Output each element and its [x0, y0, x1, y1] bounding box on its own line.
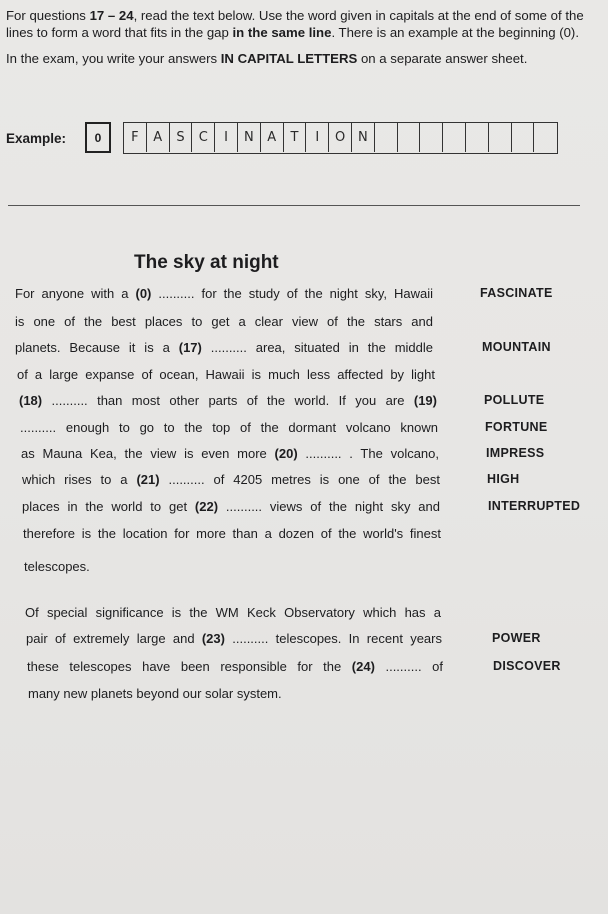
answer-cell: I: [215, 123, 238, 152]
keyword: MOUNTAIN: [482, 340, 551, 354]
answer-cell: [398, 123, 421, 152]
passage-line: places in the world to get (22) .......... views of the night sky and: [22, 499, 440, 514]
answer-grid: [123, 122, 558, 154]
answer-cell: [443, 123, 466, 152]
answer-cell: [420, 123, 443, 152]
answer-cell: F: [124, 123, 147, 152]
answer-cell: [375, 123, 398, 152]
answer-cell: O: [329, 123, 352, 152]
text-title: The sky at night: [134, 252, 279, 273]
instructions: [6, 8, 596, 78]
instruction-paragraph-1: For questions 17 – 24, read the text below. Use the word given in capitals at the end of some of the lines to form a word that fits in the gap in the same line. There is an example at the beginning (0).: [6, 8, 584, 40]
passage-line: many new planets beyond our solar system.: [28, 686, 282, 701]
answer-cell: I: [306, 123, 329, 152]
passage-line: (18) .......... than most other parts of the world. If you are (19): [19, 393, 437, 408]
passage-line: telescopes.: [24, 559, 90, 574]
keyword: FASCINATE: [480, 286, 553, 300]
answer-cell: S: [170, 123, 193, 152]
answer-cell: [534, 123, 557, 152]
answer-cell: A: [147, 123, 170, 152]
instruction-paragraph-2: In the exam, you write your answers IN CAPITAL LETTERS on a separate answer sheet.: [6, 51, 528, 66]
passage-line: therefore is the location for more than a dozen of the world's finest: [23, 526, 441, 541]
passage-line: these telescopes have been responsible for the (24) .......... of: [27, 659, 444, 674]
keyword: HIGH: [487, 472, 520, 486]
answer-cell: A: [261, 123, 284, 152]
passage-line: planets. Because it is a (17) .......... area, situated in the middle: [15, 340, 434, 355]
answer-cell: N: [352, 123, 375, 152]
keyword: POLLUTE: [484, 393, 545, 407]
keyword: POWER: [492, 631, 541, 645]
keyword: INTERRUPTED: [488, 499, 581, 513]
keyword: IMPRESS: [486, 446, 545, 460]
divider: [8, 205, 580, 206]
keyword: FORTUNE: [485, 420, 548, 434]
passage-line: .......... enough to go to the top of the dormant volcano known: [20, 420, 438, 435]
passage-line: of a large expanse of ocean, Hawaii is much less affected by light: [17, 367, 435, 382]
example-row: [6, 122, 606, 156]
example-number-box: 0: [85, 122, 111, 153]
answer-cell: [512, 123, 535, 152]
answer-cell: [489, 123, 512, 152]
answer-cell: N: [238, 123, 261, 152]
passage-line: is one of the best places to get a clear view of the stars and: [15, 314, 433, 329]
answer-cell: [466, 123, 489, 152]
answer-cell: T: [284, 123, 307, 152]
passage-line: as Mauna Kea, the view is even more (20) .......... . The volcano,: [21, 446, 440, 461]
passage-line: For anyone with a (0) .......... for the study of the night sky, Hawaii: [15, 286, 434, 301]
example-label: Example:: [6, 131, 67, 146]
answer-cell: C: [192, 123, 215, 152]
passage-line: Of special significance is the WM Keck Observatory which has a: [25, 605, 441, 620]
keyword: DISCOVER: [493, 659, 561, 673]
passage-line: pair of extremely large and (23) .......... telescopes. In recent years: [26, 631, 442, 646]
passage-line: which rises to a (21) .......... of 4205 metres is one of the best: [22, 472, 441, 487]
